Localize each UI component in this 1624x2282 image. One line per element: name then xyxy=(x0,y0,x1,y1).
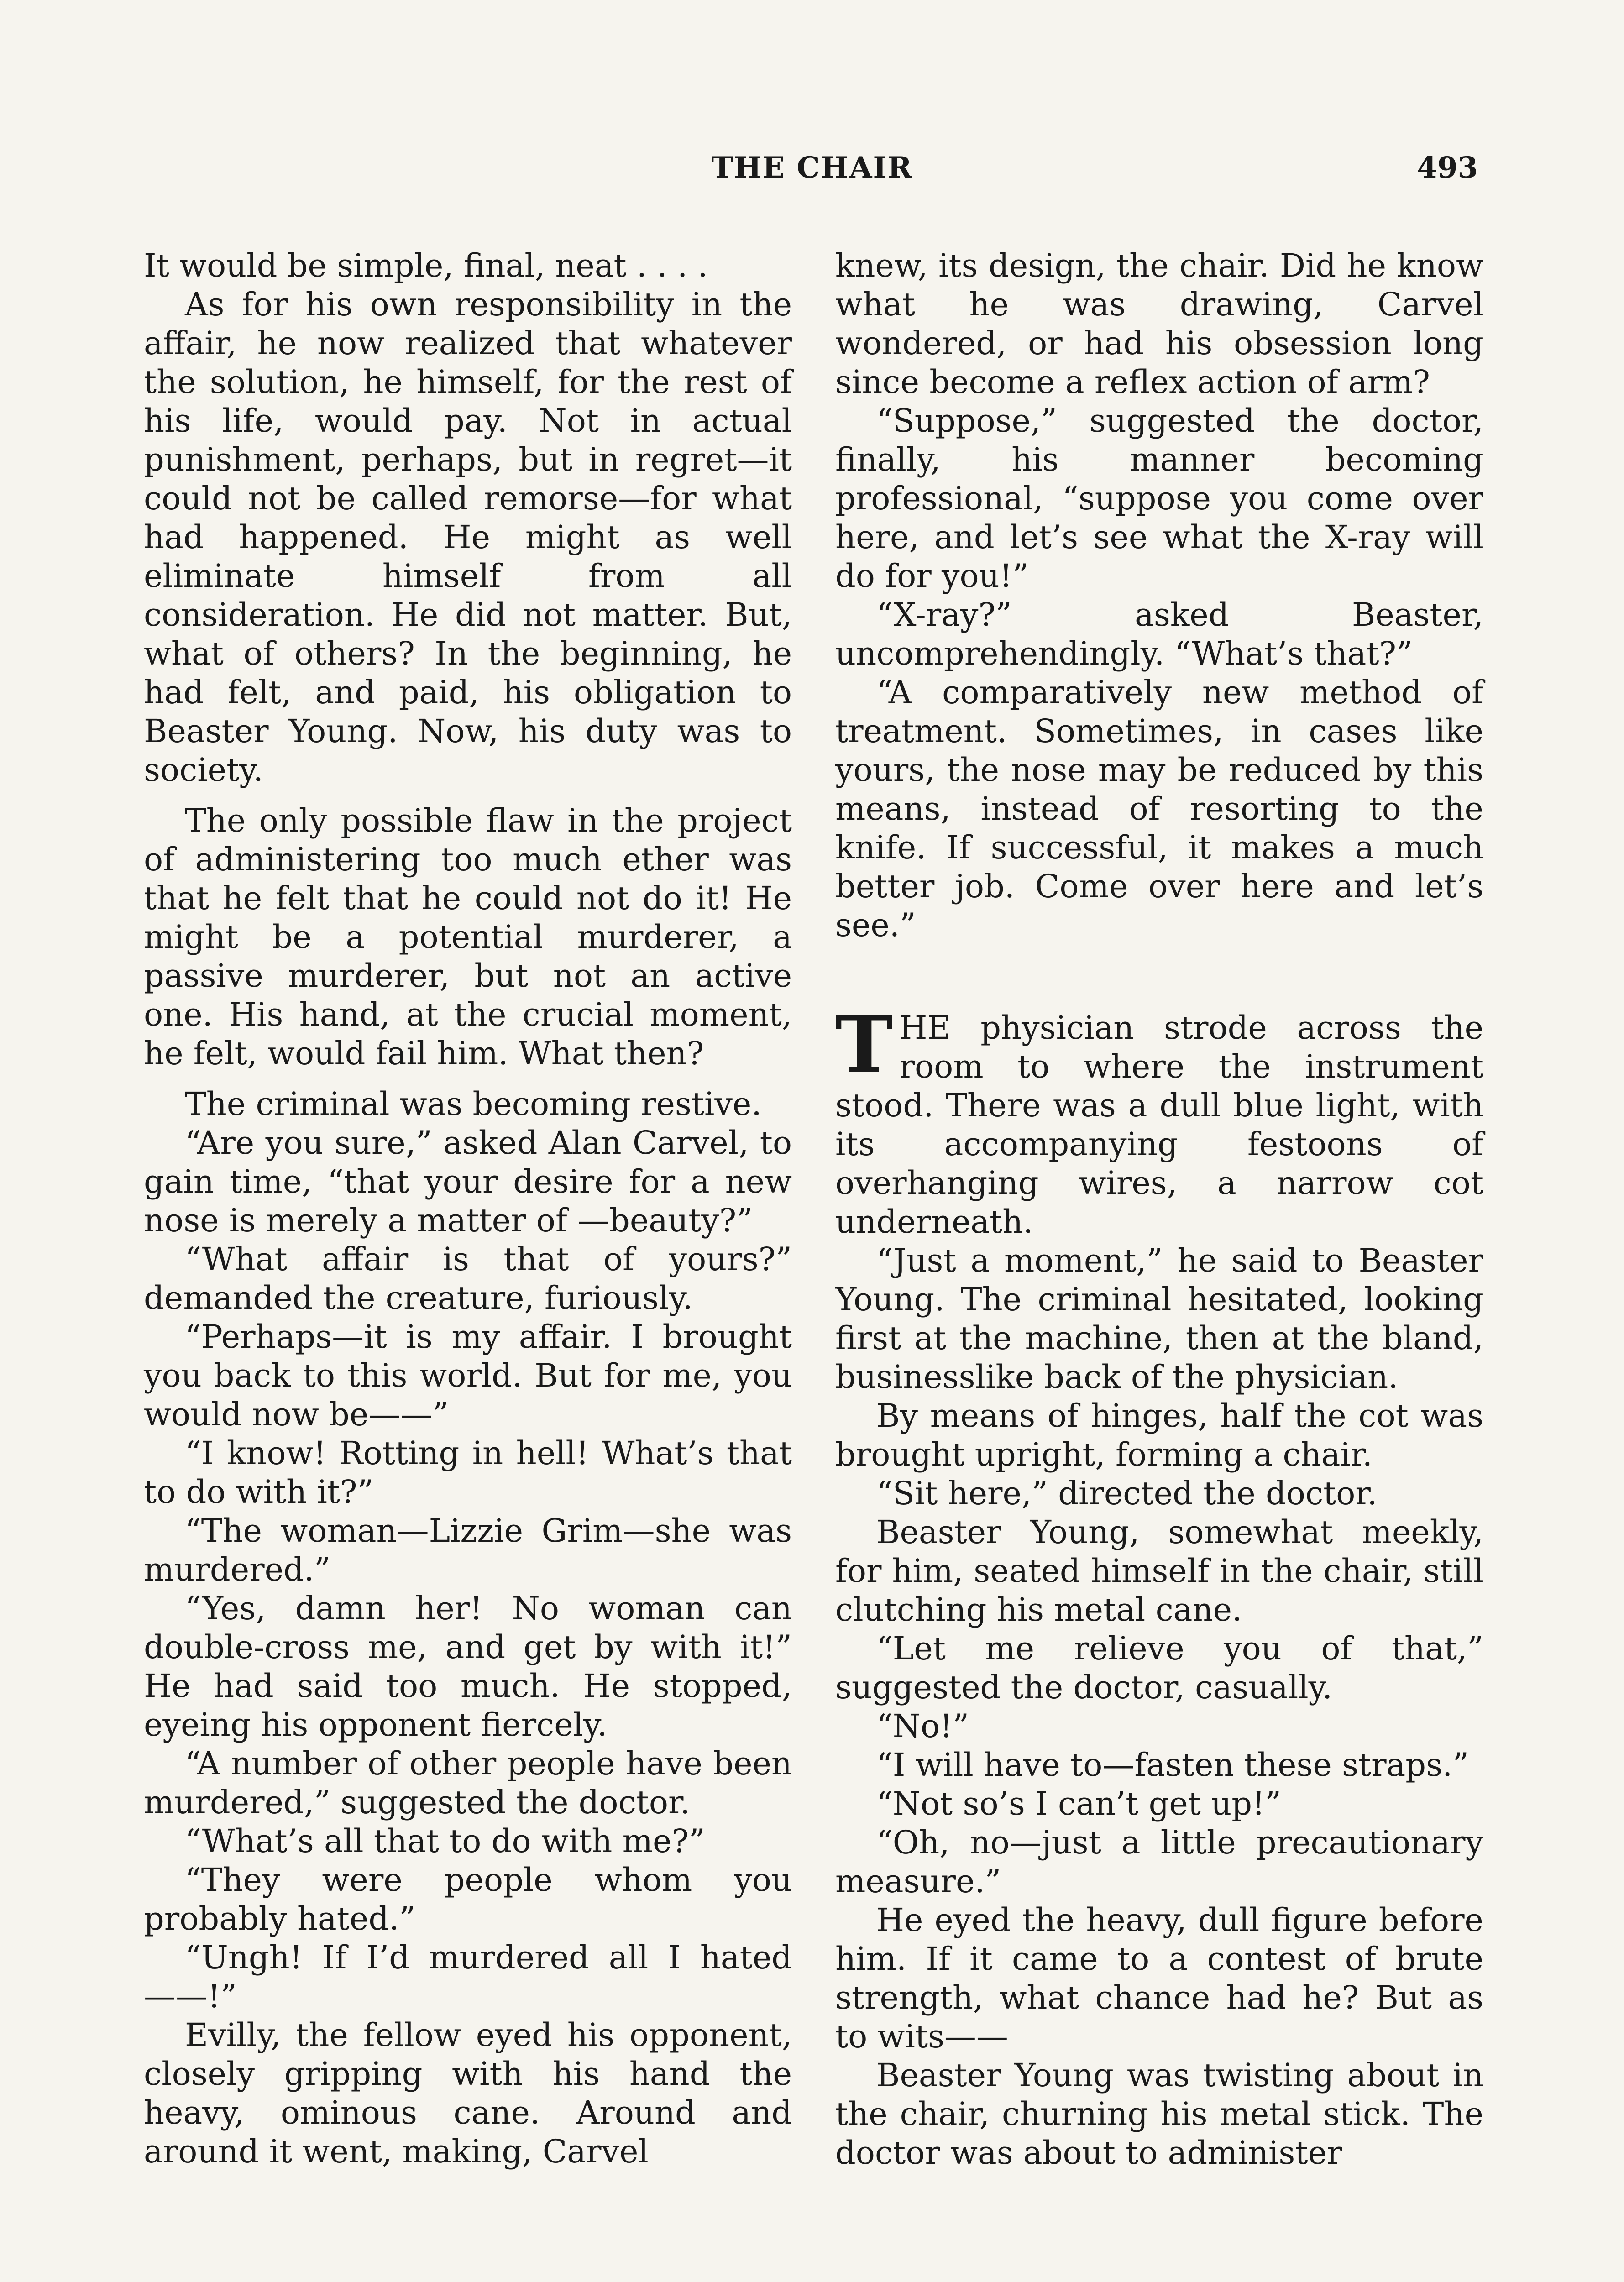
paragraph xyxy=(835,596,1483,673)
paragraph xyxy=(144,1861,792,1938)
paragraph xyxy=(144,285,792,790)
paragraph xyxy=(835,1785,1483,1823)
paragraph-text: The only possible flaw in the project of administering too much ether was that he felt that he could not do it! He might be a potential murderer, a passive murderer, but not an active one. His hand, at the crucial moment, he felt, would fail him. What then? xyxy=(144,802,792,1072)
paragraph-text: “Ungh! If I’d murdered all I hated——!” xyxy=(144,1939,792,2015)
paragraph-text: “I will have to—fasten these straps.” xyxy=(876,1746,1469,1784)
paragraph-text: Beaster Young was twisting about in the chair, churning his metal stick. The doctor was about to administer xyxy=(835,2057,1483,2172)
paragraph-text: As for his own responsibility in the affair, he now realized that whatever the solution, he himself, for the rest of his life, would pay. Not in actual punishment, perhaps, but in regret—it could not be called remorse—for what had happened. He might as well eliminate himself from all consideration. He did not matter. But, what of others? In the beginning, he had felt, and paid, his obligation to Beaster Young. Now, his duty was to society. xyxy=(144,286,792,789)
left-column xyxy=(144,246,792,2171)
paragraph xyxy=(835,1707,1483,1746)
paragraph xyxy=(144,1124,792,1240)
paragraph-text: “I know! Rotting in hell! What’s that to do with it?” xyxy=(144,1434,792,1511)
paragraph-text: Beaster Young, somewhat meekly, for him, seated himself in the chair, still clutching his metal cane. xyxy=(835,1513,1483,1628)
paragraph xyxy=(144,1085,792,1124)
paragraph-text: “A number of other people have been murdered,” suggested the doctor. xyxy=(144,1745,792,1821)
paragraph-text: The criminal was becoming restive. xyxy=(185,1085,762,1123)
paragraph xyxy=(835,1901,1483,2056)
paragraph-text: “Perhaps—it is my affair. I brought you back to this world. But for me, you would now be——” xyxy=(144,1318,792,1433)
paragraph xyxy=(144,1589,792,1744)
running-title: THE CHAIR xyxy=(711,151,913,185)
paragraph-text: It would be simple, final, neat . . . . xyxy=(144,247,708,284)
paragraph xyxy=(835,1474,1483,1513)
paragraph xyxy=(144,246,792,285)
paragraph xyxy=(835,2056,1483,2172)
paragraph xyxy=(144,1318,792,1434)
paragraph xyxy=(144,1938,792,2016)
paragraph-text: “Sit here,” directed the doctor. xyxy=(876,1475,1378,1512)
right-column xyxy=(835,246,1483,2172)
paragraph xyxy=(144,1434,792,1512)
paragraph xyxy=(835,1746,1483,1785)
paragraph-text: “The woman—Lizzie Grim—she was murdered.” xyxy=(144,1512,792,1588)
paragraph-text: “What’s all that to do with me?” xyxy=(185,1822,705,1860)
paragraph-text: Evilly, the fellow eyed his opponent, closely gripping with his hand the heavy, ominous cane. Around and around it went, making, Carvel xyxy=(144,2016,792,2170)
paragraph xyxy=(144,1512,792,1589)
paragraph xyxy=(835,673,1483,945)
paragraph xyxy=(144,1240,792,1318)
paragraph xyxy=(835,1629,1483,1707)
paragraph-text: “A comparatively new method of treatment. Sometimes, in cases like yours, the nose may be reduced by this means, instead of resorting to the knife. If successful, it makes a much better job. Come over here and let’s see.” xyxy=(835,674,1483,944)
paragraph-text: knew, its design, the chair. Did he know what he was drawing, Carvel wondered, or had his obsession long since become a reflex action of arm? xyxy=(835,247,1483,401)
paragraph xyxy=(835,1513,1483,1629)
paragraph xyxy=(835,402,1483,596)
paragraph xyxy=(144,1822,792,1861)
page-number: 493 xyxy=(1417,151,1478,185)
paragraph xyxy=(144,801,792,1073)
paragraph-text: By means of hinges, half the cot was brought upright, forming a chair. xyxy=(835,1397,1483,1473)
paragraph-text: “Not so’s I can’t get up!” xyxy=(876,1785,1282,1822)
drop-cap: T xyxy=(835,999,893,1090)
paragraph xyxy=(835,246,1483,402)
paragraph-text: “No!” xyxy=(876,1707,969,1745)
paragraph xyxy=(835,1241,1483,1397)
paragraph-text: “Just a moment,” he said to Beaster Young. The criminal hesitated, looking first at the machine, then at the bland, businesslike back of the physician. xyxy=(835,1242,1483,1396)
paragraph xyxy=(144,2016,792,2171)
paragraph-text: “Oh, no—just a little precautionary measure.” xyxy=(835,1824,1483,1900)
paragraph-text: He eyed the heavy, dull figure before him. If it came to a contest of brute strength, what chance had he? But as to wits—— xyxy=(835,1901,1483,2055)
paragraph-text: “They were people whom you probably hated.” xyxy=(144,1861,792,1937)
paragraph-text: “Yes, damn her! No woman can double-cross me, and get by with it!” He had said too much. He stopped, eyeing his opponent fiercely. xyxy=(144,1590,792,1743)
paragraph-text: “Are you sure,” asked Alan Carvel, to gain time, “that your desire for a new nose is merely a matter of —beauty?” xyxy=(144,1124,792,1239)
page-header xyxy=(0,151,1624,201)
paragraph-text: HE physician strode across the room to where the instrument stood. There was a dull blue light, with its accompanying festoons of overhanging wires, a narrow cot underneath. xyxy=(835,1009,1483,1240)
paragraph-text: “Suppose,” suggested the doctor, finally, his manner becoming professional, “suppose you come over here, and let’s see what the X-ray will do for you!” xyxy=(835,402,1483,595)
paragraph-text: “X-ray?” asked Beaster, uncomprehendingly. “What’s that?” xyxy=(835,596,1483,672)
paragraph xyxy=(835,999,1483,1241)
paragraph-text: “Let me relieve you of that,” suggested the doctor, casually. xyxy=(835,1630,1483,1706)
paragraph xyxy=(835,1823,1483,1901)
paragraph xyxy=(144,1744,792,1822)
paragraph xyxy=(835,1397,1483,1474)
paragraph-text: “What affair is that of yours?” demanded the creature, furiously. xyxy=(144,1240,792,1317)
